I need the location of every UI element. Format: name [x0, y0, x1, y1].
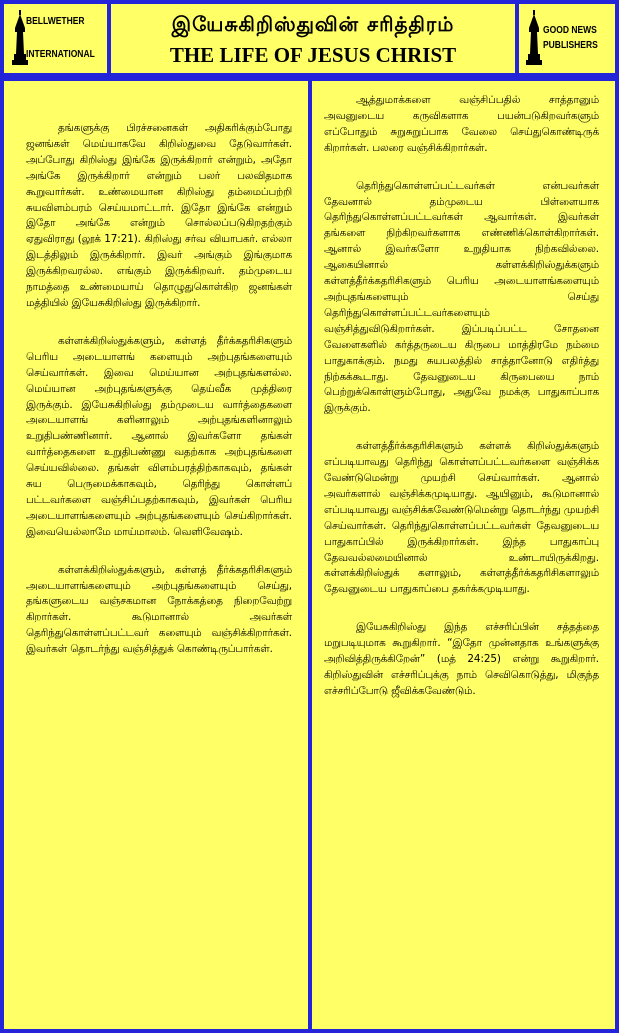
left-paragraph-2: கள்ளக்கிறிஸ்துக்களும், கள்ளத் தீர்க்கதரிசிகளும் பெரிய அடையாளங் களையும் அற்புதங்களையும் செய்வார்கள். இவை மெய்யான அற்புதங்களல்ல. மெய்யான அற்புதங்களுக்கு தெய்வீக முத்திரை இருக்கும். இயேசுகிறிஸ்து தம்முடைய வார்த்தைகளை அடையாளங் களினாலும் அற்புதங்களினாலும் உறுதிபண்ணினார். ஆனால் இவர்களோ தங்கள் வார்த்தைகளை உறுதிபண்ணு வதற்காக அற்புதங்களை செய்யவில்லை. தங்கள் விளம்பரத்திற்காகவும், தங்கள் சுய பெருமைக்காகவும், தெரிந்து கொள்ளப் பட்டவர்களை வஞ்சிப்பதற்காகவும், இவர்கள் பெரிய அடையாளங்களையும் அற்புதங்களையும் செய்கிறார்கள். இவையெல்லாமே மாய்மாலம். வெளிவேஷம். — [26, 334, 292, 538]
left-paragraph-1: தங்களுக்கு பிரச்சனைகள் அதிகரிக்கும்போது ஜனங்கள் மெய்யாகவே கிறிஸ்துவை தேடுவார்கள். அப்போது கிறிஸ்து இங்கே இருக்கிறார் என்றும், அதோ அங்கே இருக்கிறார் என்றும் பலர் பலவிதமாக கூறுவார்கள். உண்மையான கிறிஸ்து தம்மைப்பற்றி சுயவிளம்பரம் செய்யமாட்டார். இதோ இங்கே என்றும் இதோ அங்கே என்றும் சொல்லப்படுகிறதற்கும் ஏதுவிராது (லூக் 17:21). கிறிஸ்து சர்வ வியாபகர். எல்லா இடத்திலும் இருக்கிறார். இவர் அங்கும் இங்குமாக இருக்கிறவரல்ல. எங்கும் இருக்கிறவர். தம்முடைய நாமத்தை உண்மையாய் தொழுதுகொள்கிற ஜனங்கள் மத்தியில் இயேசுகிறிஸ்து இருக்கிறார். — [26, 122, 292, 309]
right-paragraph-3: கள்ளத்தீர்க்கதரிசிகளும் கள்ளக் கிறிஸ்துக்களும் எப்படியாவது தெரிந்து கொள்ளப்பட்டவர்களை வஞ்சிக்க வேண்டுமென்று முயற்சி செய்வார்கள். ஆனால் அவர்களால் வஞ்சிக்கமுடியாது. ஆயினும், கூடுமானால் எப்படியாவது வஞ்சிக்கவேண்டுமென்று தொடர்ந்து முயற்சி செய்வார்கள். தெரிந்துகொள்ளப்பட்டவர்கள் தேவனுடைய பாதுகாப்பில் இருக்கிறார்கள். இந்த பாதுகாப்பு தேவவல்லமையினால் உண்டாயிருக்கிறது. கள்ளக்கிறிஸ்துக் களாலும், கள்ளத்தீர்க்கதரிசிகளாலும் தேவனுடைய பாதுகாப்பை தகர்க்கமுடியாது. — [324, 440, 599, 596]
left-logo-line1: BELLWETHER — [26, 16, 85, 27]
header — [0, 0, 619, 77]
good-news-logo — [519, 4, 615, 73]
left-column — [4, 81, 308, 1029]
right-column — [312, 81, 615, 1029]
right-logo-line2: PUBLISHERS — [543, 40, 598, 51]
right-paragraph-1: ஆத்துமாக்களை வஞ்சிப்பதில் சாத்தானும் அவனுடைய கருவிகளாக பயன்படுகிறவர்களும் எப்போதும் சுறுசுறுப்பாக வேலை செய்துகொண்டிருக் கிறார்கள். பலரை வஞ்சிக்கிறார்கள். — [324, 94, 599, 154]
right-paragraph-2: தெரிந்துகொள்ளப்பட்டவர்கள் என்பவர்கள் தேவனால் தம்முடைய பிள்ளையாக தெரிந்துகொள்ளப்பட்டவர்கள் ஆவார்கள். இவர்கள் தங்களை நிற்கிறவர்களாக எண்ணிக்கொள்கிறார்கள். ஆனால் இவர்களோ உறுதியாக நிற்கவில்லை. ஆகையினால் கள்ளக்கிறிஸ்துக்களும் கள்ளத்தீர்க்கதரிசிகளும் பெரிய அடையாளங்களையும் அற்புதங்களையும் செய்து தெரிந்துகொள்ளப்பட்டவர்களையும் வஞ்சித்துவிடுகிறார்கள். இப்படிப்பட்ட சோதனை வேளைகளில் கர்த்தருடைய கிருபை மாத்திரமே நம்மை பாதுகாக்கும். நமது சுயபலத்தில் சாத்தானோடு எதிர்த்து நிற்கக்கூடாது. தேவனுடைய கிருபையை நாம் பெற்றுக்கொள்ளும்போது, அதுவே நமக்கு பாதுகாப்பாக இருக்கும். — [324, 179, 599, 415]
left-logo-line2: INTERNATIONAL — [26, 49, 95, 60]
title-box — [111, 4, 515, 73]
left-paragraph-3: கள்ளக்கிறிஸ்துக்களும், கள்ளத் தீர்க்கதரிசிகளும் அடையாளங்களையும் அற்புதங்களையும் செய்து, தங்களுடைய வஞ்சகமான நோக்கத்தை நிறைவேற்று கிறார்கள். கூடுமானால் அவர்கள் தெரிந்துகொள்ளப்பட்டவர் களையும் வஞ்சிக்கிறார்கள். இவர்கள் தொடர்ந்து வஞ்சித்துக் கொண்டிருப்பார்கள். — [26, 563, 292, 656]
english-title: THE LIFE OF JESUS CHRIST — [169, 43, 457, 67]
bellwether-logo — [4, 4, 107, 73]
right-paragraph-4: இயேசுகிறிஸ்து இந்த எச்சரிப்பின் சத்தத்தை மறுபடியுமாக கூறுகிறார். “இதோ முன்னதாக உங்களுக்கு அறிவித்திருக்கிறேன்” (மத் 24:25) என்று கூறுகிறார். கிறிஸ்துவின் எச்சரிப்புக்கு நாம் செவிகொடுத்து, மிகுந்த எச்சரிப்போடு ஜீவிக்கவேண்டும். — [324, 621, 599, 697]
right-logo-line1: GOOD NEWS — [543, 25, 597, 36]
tamil-title: இயேசுகிறிஸ்துவின் சரித்திரம் — [171, 12, 455, 36]
